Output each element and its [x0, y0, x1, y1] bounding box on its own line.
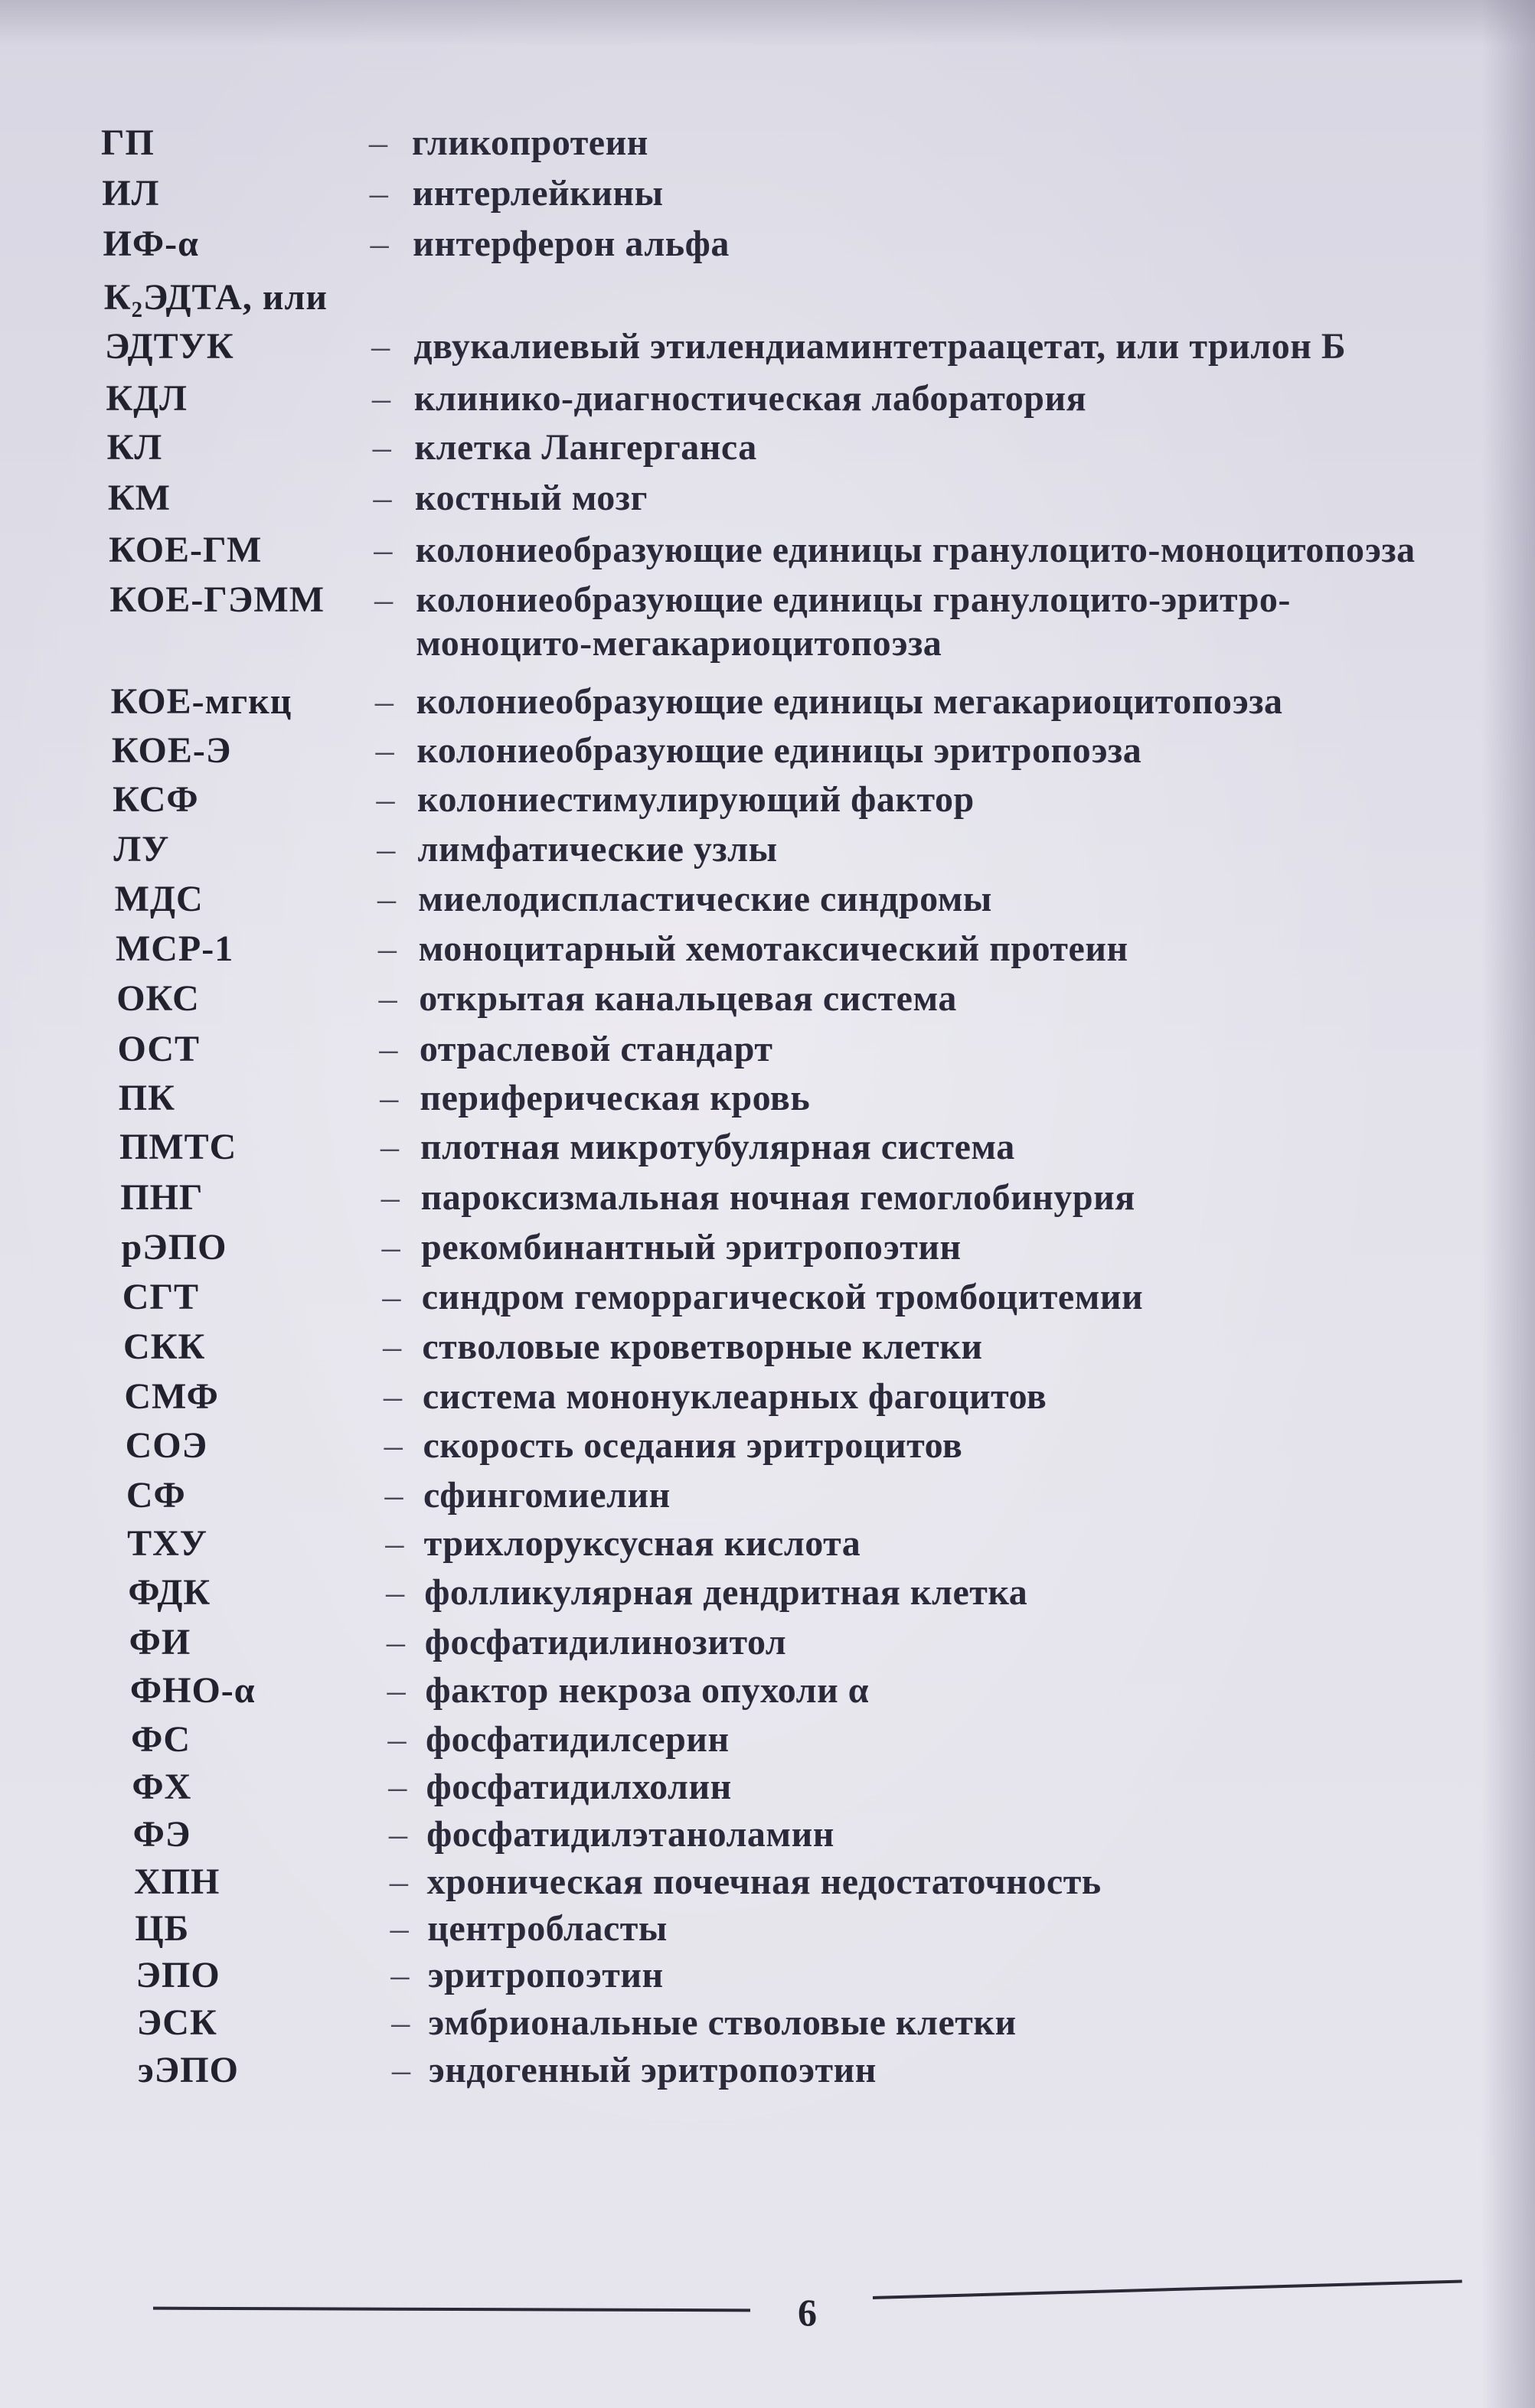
- abbreviation-entry: [0, 1325, 1535, 1369]
- abbreviation-entry: [0, 276, 1535, 320]
- separator-dash: –: [383, 1326, 402, 1367]
- abbreviation-definition: колониеобразующие единицы мегакариоцитопоэза: [416, 681, 1283, 722]
- abbreviation-definition: миелодиспластические синдромы: [418, 879, 992, 919]
- abbreviation-entry: [0, 121, 1535, 165]
- abbreviation-entry: [0, 1765, 1535, 1809]
- abbreviation-entry: [0, 927, 1535, 971]
- abbreviation-term: ПМТС: [119, 1127, 237, 1167]
- abbreviation-definition: лимфатические узлы: [417, 829, 778, 870]
- abbreviation-definition: колониестимулирующий фактор: [416, 779, 975, 820]
- abbreviation-definition: эндогенный эритропоэтин: [429, 2050, 877, 2090]
- separator-dash: –: [372, 427, 391, 468]
- abbreviation-definition: фосфатидилэтаноламин: [426, 1814, 834, 1855]
- abbreviation-definition: гликопротеин: [412, 122, 648, 163]
- separator-dash: –: [389, 1814, 408, 1855]
- separator-dash: –: [384, 1425, 403, 1466]
- abbreviation-entry: [0, 778, 1535, 822]
- separator-dash: –: [376, 779, 395, 820]
- separator-dash: –: [374, 579, 394, 620]
- abbreviation-definition: клетка Лангерганса: [414, 427, 757, 468]
- abbreviation-definition: клинико-диагностическая лаборатория: [413, 378, 1087, 419]
- abbreviation-term: СОЭ: [125, 1425, 208, 1466]
- abbreviation-entry: [0, 1125, 1535, 1170]
- separator-dash: –: [387, 1670, 406, 1711]
- abbreviation-term: ИФ-α: [103, 224, 199, 264]
- abbreviation-entry: [0, 1176, 1535, 1220]
- abbreviation-entry: [0, 877, 1535, 922]
- separator-dash: –: [381, 1227, 400, 1268]
- separator-dash: –: [382, 1277, 401, 1317]
- abbreviation-definition: колониеобразующие единицы гранулоцито-эритро-: [416, 579, 1291, 620]
- abbreviation-term: МДС: [114, 879, 204, 919]
- abbreviation-entry: [0, 1620, 1535, 1665]
- abbreviation-term: СКК: [123, 1326, 206, 1367]
- abbreviation-term: рЭПО: [121, 1227, 227, 1268]
- abbreviation-definition: эритропоэтин: [427, 1955, 664, 1995]
- abbreviation-definition: двукалиевый этилендиаминтетраацетат, или трилон Б: [413, 326, 1347, 367]
- separator-dash: –: [377, 829, 396, 870]
- footer-rule-left: [153, 2307, 750, 2312]
- separator-dash: –: [380, 1078, 399, 1118]
- abbreviation-definition: периферическая кровь: [420, 1078, 811, 1118]
- abbreviation-definition: сфингомиелин: [423, 1475, 671, 1516]
- separator-dash: –: [391, 2002, 410, 2043]
- abbreviation-term: СМФ: [124, 1376, 219, 1417]
- abbreviation-entry: [0, 528, 1535, 573]
- abbreviation-entry: [0, 1860, 1535, 1904]
- abbreviation-entry: [0, 1027, 1535, 1072]
- abbreviation-definition: синдром геморрагической тромбоцитемии: [421, 1277, 1144, 1317]
- separator-dash: –: [389, 1861, 408, 1902]
- separator-dash: –: [386, 1572, 405, 1613]
- separator-dash: –: [378, 978, 397, 1019]
- abbreviation-definition: система мононуклеарных фагоцитов: [422, 1376, 1047, 1417]
- separator-dash: –: [369, 173, 388, 214]
- separator-dash: –: [380, 1127, 399, 1167]
- abbreviation-entry: [0, 426, 1535, 470]
- footer-rule-right: [873, 2280, 1462, 2299]
- abbreviation-term: ПК: [118, 1078, 175, 1118]
- abbreviation-entry: [0, 680, 1535, 724]
- abbreviation-entry: [0, 578, 1535, 622]
- separator-dash: –: [385, 1523, 404, 1564]
- separator-dash: –: [374, 530, 393, 570]
- abbreviation-definition: колониеобразующие единицы гранулоцито-моноцитопоэза: [415, 530, 1416, 570]
- abbreviation-term: КСФ: [113, 779, 199, 820]
- abbreviation-term: КМ: [107, 478, 171, 518]
- separator-dash: –: [377, 879, 397, 919]
- abbreviation-entry: [0, 1424, 1535, 1468]
- abbreviation-definition: фосфатидилинозитол: [424, 1622, 787, 1662]
- abbreviation-entry: [0, 1953, 1535, 1998]
- abbreviation-entry: [0, 729, 1535, 773]
- separator-dash: –: [377, 928, 397, 969]
- abbreviation-entry: [0, 1718, 1535, 1762]
- abbreviation-entry: [0, 1275, 1535, 1320]
- abbreviation-term: ХПН: [133, 1861, 220, 1902]
- abbreviation-term: ЦБ: [135, 1908, 190, 1949]
- abbreviation-term: КЛ: [106, 427, 163, 468]
- abbreviation-entry: [0, 1907, 1535, 1951]
- abbreviation-term: ЛУ: [113, 829, 170, 870]
- abbreviation-term: ЭПО: [136, 1955, 220, 1995]
- abbreviation-term: ФС: [131, 1719, 191, 1760]
- page-edge-shadow-top: [0, 0, 1535, 46]
- separator-dash: –: [379, 1029, 398, 1069]
- abbreviation-entry: [0, 1571, 1535, 1615]
- abbreviation-definition: стволовые кроветворные клетки: [422, 1326, 983, 1367]
- separator-dash: –: [392, 2050, 410, 2090]
- abbreviation-entry: [0, 827, 1535, 872]
- separator-dash: –: [380, 1177, 400, 1218]
- separator-dash: –: [374, 681, 394, 722]
- abbreviation-definition: фолликулярная дендритная клетка: [424, 1572, 1028, 1613]
- abbreviation-definition: фосфатидилхолин: [426, 1767, 732, 1807]
- abbreviation-entry: [0, 1076, 1535, 1121]
- abbreviation-definition: отраслевой стандарт: [419, 1029, 773, 1069]
- abbreviation-entry: [0, 1522, 1535, 1566]
- abbreviation-term: ПНГ: [120, 1177, 204, 1218]
- abbreviation-entry: [0, 1225, 1535, 1270]
- abbreviation-term: СФ: [126, 1475, 186, 1516]
- abbreviation-definition: эмбриональные стволовые клетки: [428, 2002, 1017, 2043]
- abbreviation-term: ОСТ: [117, 1029, 201, 1069]
- abbreviation-term: эЭПО: [138, 2050, 239, 2090]
- separator-dash: –: [388, 1767, 407, 1807]
- abbreviation-entry: [0, 476, 1535, 520]
- abbreviation-term: ФНО-α: [129, 1670, 256, 1711]
- abbreviation-term: ОКС: [116, 978, 200, 1019]
- abbreviation-definition: фактор некроза опухоли α: [425, 1670, 870, 1711]
- abbreviation-term: К₂ЭДТА, или: [103, 277, 328, 318]
- abbreviation-term: КОЕ-мгкц: [110, 681, 292, 722]
- separator-dash: –: [371, 326, 390, 367]
- separator-dash: –: [373, 478, 392, 518]
- abbreviation-term: ФДК: [128, 1572, 211, 1613]
- abbreviation-term: КДЛ: [106, 378, 188, 419]
- abbreviation-entry: [0, 377, 1535, 421]
- separator-dash: –: [390, 1955, 410, 1995]
- abbreviation-definition: хроническая почечная недостаточность: [426, 1861, 1102, 1902]
- abbreviation-term: ФЭ: [132, 1814, 191, 1855]
- abbreviation-entry: [0, 2001, 1535, 2045]
- abbreviation-entry: [0, 222, 1535, 266]
- abbreviation-entry-continuation: [0, 622, 1535, 666]
- abbreviation-definition: открытая канальцевая система: [419, 978, 957, 1019]
- abbreviation-definition: плотная микротубулярная система: [420, 1127, 1015, 1167]
- abbreviation-term: ЭСК: [136, 2002, 217, 2043]
- abbreviation-entry: [0, 1669, 1535, 1713]
- abbreviation-definition: колониеобразующие единицы эритропоэза: [416, 730, 1142, 771]
- abbreviation-definition-continuation: моноцито-мегакариоцитопоэза: [416, 623, 942, 664]
- abbreviation-entry: [0, 2048, 1535, 2093]
- separator-dash: –: [386, 1622, 405, 1662]
- separator-dash: –: [387, 1719, 407, 1760]
- abbreviation-term: ИЛ: [102, 173, 160, 214]
- abbreviation-term: ФИ: [129, 1622, 191, 1662]
- abbreviation-term: МСР-1: [115, 928, 234, 969]
- abbreviation-term: ТХУ: [127, 1523, 207, 1564]
- abbreviation-entry: [0, 977, 1535, 1021]
- abbreviation-entry: [0, 325, 1535, 369]
- separator-dash: –: [369, 122, 387, 163]
- abbreviation-term: ФХ: [132, 1767, 192, 1807]
- separator-dash: –: [370, 224, 389, 264]
- separator-dash: –: [390, 1908, 409, 1949]
- abbreviation-term: КОЕ-ГЭММ: [109, 579, 325, 620]
- abbreviation-definition: скорость оседания эритроцитов: [423, 1425, 963, 1466]
- abbreviation-definition: рекомбинантный эритропоэтин: [421, 1227, 962, 1268]
- abbreviation-definition: интерлейкины: [412, 173, 664, 214]
- abbreviation-term: КОЕ-Э: [111, 730, 232, 771]
- separator-dash: –: [384, 1475, 403, 1516]
- abbreviation-term: ГП: [101, 122, 155, 163]
- abbreviation-definition: интерферон альфа: [413, 224, 730, 264]
- separator-dash: –: [383, 1376, 402, 1417]
- abbreviation-entry: [0, 1473, 1535, 1518]
- abbreviation-entry: [0, 1375, 1535, 1419]
- page-number: 6: [798, 2291, 817, 2334]
- abbreviation-term: ЭДТУК: [105, 326, 234, 367]
- abbreviation-definition: моноцитарный хемотаксический протеин: [418, 928, 1128, 969]
- abbreviation-definition: фосфатидилсерин: [425, 1719, 730, 1760]
- abbreviation-term: СГТ: [122, 1277, 199, 1317]
- separator-dash: –: [375, 730, 394, 771]
- abbreviation-definition: костный мозг: [415, 478, 648, 518]
- abbreviation-entry: [0, 1813, 1535, 1857]
- separator-dash: –: [371, 378, 390, 419]
- abbreviation-definition: центробласты: [427, 1908, 668, 1949]
- abbreviation-term: КОЕ-ГМ: [109, 530, 263, 570]
- abbreviation-definition: пароксизмальная ночная гемоглобинурия: [420, 1177, 1135, 1218]
- abbreviation-definition: трихлоруксусная кислота: [423, 1523, 861, 1564]
- abbreviation-entry: [0, 171, 1535, 216]
